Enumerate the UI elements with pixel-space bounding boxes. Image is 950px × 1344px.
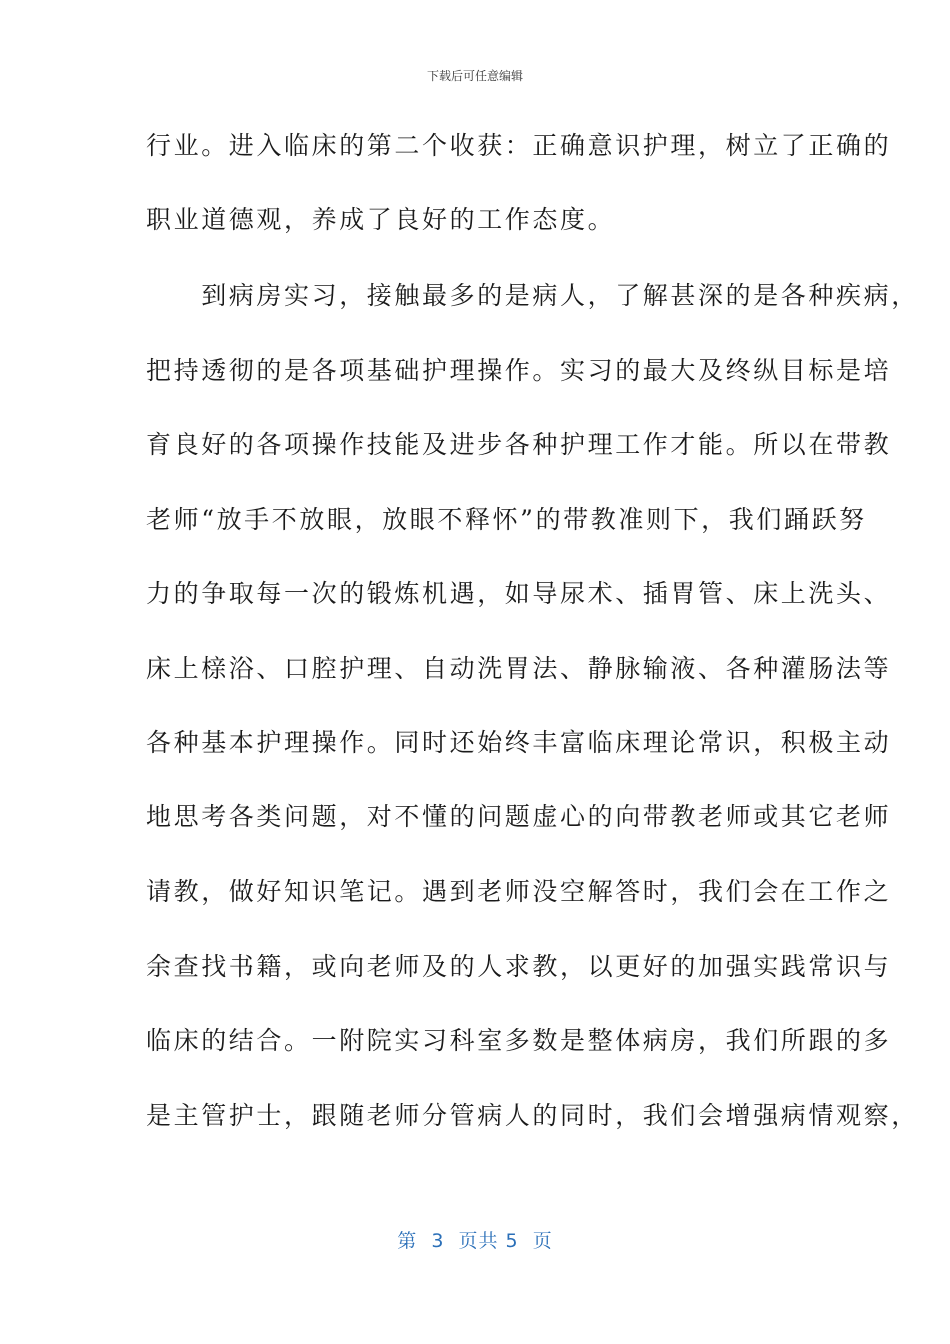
- text-line: 行业。进入临床的第二个收获：正确意识护理，树立了正确的: [146, 131, 892, 160]
- text-line: 床上榇浴、口腔护理、自动洗胃法、静脉输液、各种灌肠法等: [146, 654, 892, 683]
- text-line: 育良好的各项操作技能及进步各种护理工作才能。所以在带教: [146, 430, 892, 459]
- text-line: 是主管护士，跟随老师分管病人的同时，我们会增强病情观察，: [146, 1101, 919, 1130]
- text-line: 地思考各类问题，对不懂的问题虚心的向带教老师或其它老师: [146, 802, 892, 831]
- text-line: 到病房实习，接触最多的是病人，了解甚深的是各种疾病，: [146, 281, 919, 310]
- page-number-footer: 第 3 页共 5 页: [397, 1230, 553, 1252]
- text-line: 职业道德观，养成了良好的工作态度。: [146, 205, 616, 234]
- text-line: 临床的结合。一附院实习科室多数是整体病房，我们所跟的多: [146, 1026, 892, 1055]
- text-line: 力的争取每一次的锻炼机遇，如导尿术、插胃管、床上洗头、: [146, 579, 892, 608]
- page-header-note: 下载后可任意编辑: [426, 69, 523, 83]
- text-line: 余查找书籍，或向老师及的人求教，以更好的加强实践常识与: [146, 952, 892, 981]
- text-line: 各种基本护理操作。同时还始终丰富临床理论常识，积极主动: [146, 728, 892, 757]
- text-line: 请教，做好知识笔记。遇到老师没空解答时，我们会在工作之: [146, 877, 892, 906]
- text-line: 老师“放手不放眼，放眼不释怀”的带教准则下，我们踊跃努: [146, 505, 867, 534]
- text-line: 把持透彻的是各项基础护理操作。实习的最大及终纵目标是培: [146, 356, 892, 385]
